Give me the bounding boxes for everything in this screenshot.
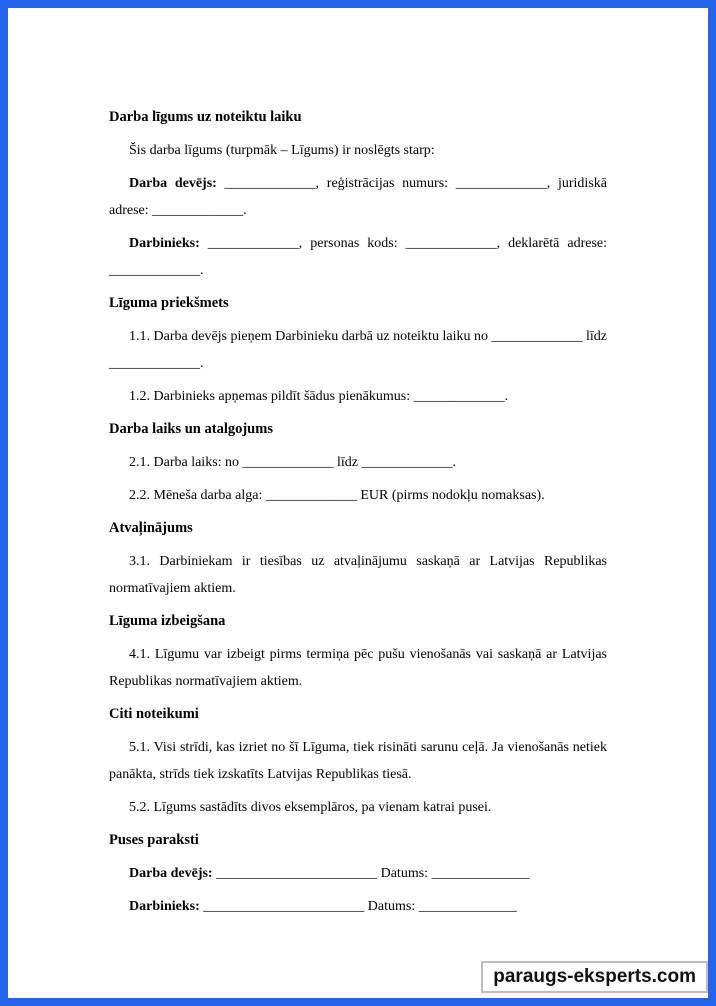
employee-fill-text: _____________, personas kods: _____________, deklarētā adrese: _____________. xyxy=(109,236,607,278)
section-heading-citi-noteikumi: Citi noteikumi xyxy=(109,706,199,722)
clause-1-1: 1.1. Darba devējs pieņem Darbinieku darbā uz noteiktu laiku no _____________ līdz _____________. xyxy=(109,329,607,371)
signature-employee-date-line: ______________ xyxy=(415,899,517,914)
contract-document xyxy=(8,8,708,920)
clause-2-2: 2.2. Mēneša darba alga: _____________ EUR (pirms nodokļu nomaksas). xyxy=(129,488,545,503)
watermark-text: paraugs-eksperts.com xyxy=(493,966,696,987)
employee-label: Darbinieks: xyxy=(129,236,200,251)
clause-1-2: 1.2. Darbinieks apņemas pildīt šādus pienākumus: _____________. xyxy=(129,389,509,404)
employer-label: Darba devējs: xyxy=(129,176,217,191)
section-heading-atvalinajums: Atvaļinājums xyxy=(109,520,193,536)
signature-row-employee xyxy=(109,893,607,920)
contract-title: Darba līgums uz noteiktu laiku xyxy=(109,109,302,125)
employer-fill-text: _____________, reģistrācijas numurs: _____________, juridiskā adrese: _____________. xyxy=(109,176,607,218)
employee-paragraph xyxy=(109,230,607,284)
signature-employer-label: Darba devējs: xyxy=(129,866,213,881)
employer-paragraph xyxy=(109,170,607,224)
section-heading-liguma-izbeigsana: Līguma izbeigšana xyxy=(109,613,226,629)
section-heading-puses-paraksti: Puses paraksti xyxy=(109,832,199,848)
clause-2-1: 2.1. Darba laiks: no _____________ līdz _____________. xyxy=(129,455,457,470)
signature-employer-date-line: ______________ xyxy=(428,866,530,881)
section-heading-liguma-prieksmets: Līguma priekšmets xyxy=(109,295,229,311)
signature-employer-datums-label: Datums: xyxy=(380,866,429,881)
signature-employer-line: _______________________ xyxy=(212,866,381,881)
clause-4-1: 4.1. Līgumu var izbeigt pirms termiņa pēc pušu vienošanās vai saskaņā ar Latvijas Republikas normatīvajiem aktiem. xyxy=(109,647,607,689)
watermark-badge xyxy=(481,961,708,993)
clause-5-2: 5.2. Līgums sastādīts divos eksemplāros, pa vienam katrai pusei. xyxy=(129,800,492,815)
signature-employee-line: _______________________ xyxy=(199,899,368,914)
signature-row-employer xyxy=(109,860,607,887)
section-heading-darba-laiks: Darba laiks un atalgojums xyxy=(109,421,273,437)
signature-employee-datums-label: Datums: xyxy=(367,899,416,914)
signature-employee-label: Darbinieks: xyxy=(129,899,200,914)
intro-paragraph: Šis darba līgums (turpmāk – Līgums) ir noslēgts starp: xyxy=(129,143,435,158)
clause-3-1: 3.1. Darbiniekam ir tiesības uz atvaļinājumu saskaņā ar Latvijas Republikas normatīvajiem aktiem. xyxy=(109,554,607,596)
clause-5-1: 5.1. Visi strīdi, kas izriet no šī Līguma, tiek risināti sarunu ceļā. Ja vienošanās netiek panākta, strīds tiek izskatīts Latvijas Republikas tiesā. xyxy=(109,740,607,782)
